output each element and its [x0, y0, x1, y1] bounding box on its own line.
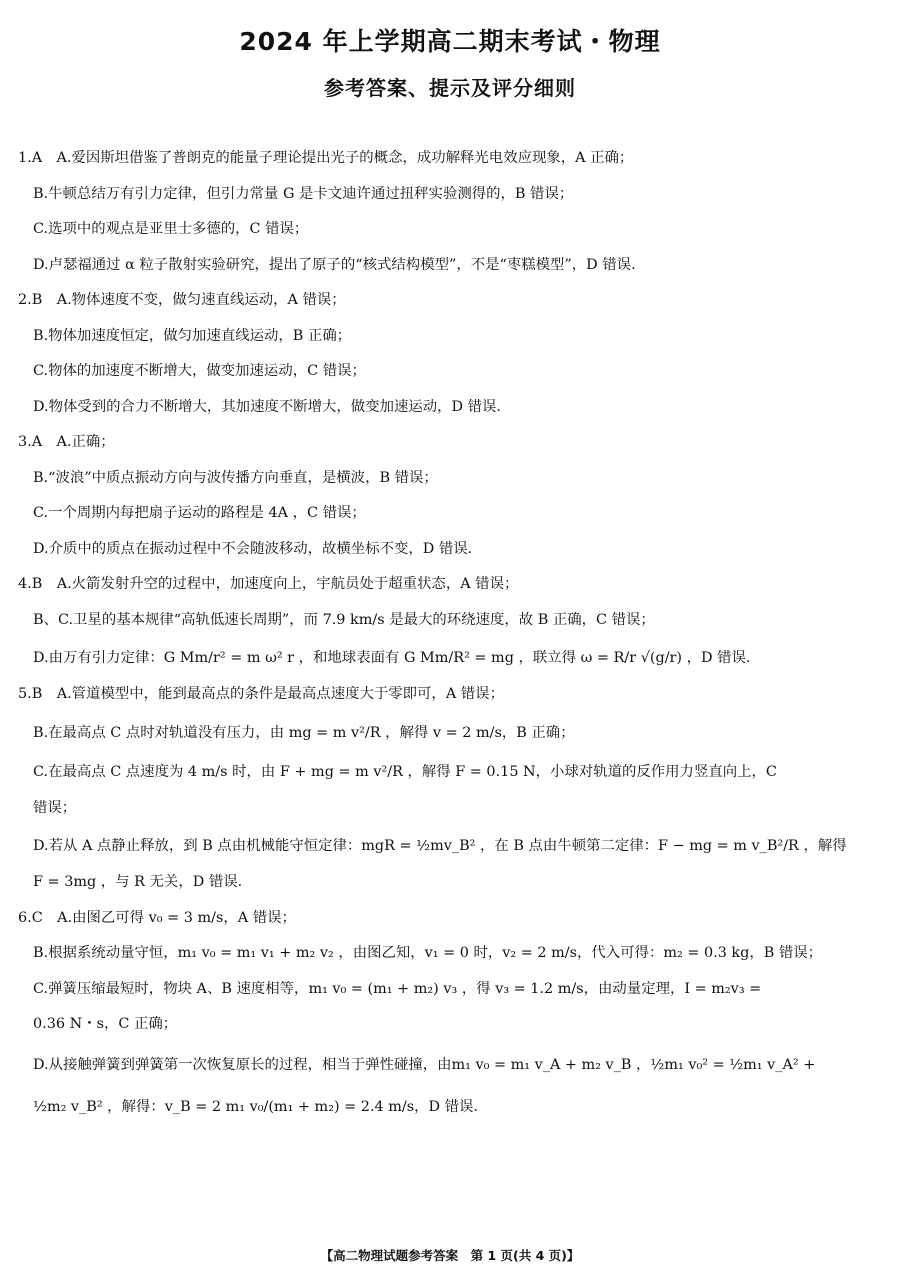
answer-6-d-cont: ½m₂ v_B² ，解得：v_B = 2 m₁ v₀/(m₁ + m₂) = 2.4 m/s，D 错误.: [33, 1098, 478, 1115]
answer-2-c: C.物体的加速度不断增大，做变加速运动，C 错误；: [33, 363, 366, 379]
answer-5-b: B.在最高点 C 点时对轨道没有压力，由 mg = m v²/R ，解得 v = 2 m/s，B 正确；: [33, 724, 575, 741]
answer-3-d: D.介质中的质点在振动过程中不会随波移动，故横坐标不变，D 错误.: [33, 540, 473, 557]
answer-3-c: C.一个周期内每把扇子运动的路程是 4A ，C 错误；: [33, 505, 366, 521]
answer-6-b: B.根据系统动量守恒，m₁ v₀ = m₁ v₁ + m₂ v₂ ，由图乙知，v₁ = 0 时，v₂ = 2 m/s，代入可得：m₂ = 0.3 kg，B 错误；: [33, 945, 823, 961]
answer-6-c: C.弹簧压缩最短时，物块 A、B 速度相等，m₁ v₀ = (m₁ + m₂) v₃ ，得 v₃ = 1.2 m/s，由动量定理，I = m₂v₃ =: [33, 980, 762, 997]
answer-content: [18, 148, 888, 1134]
answer-4-line: 4.B A.火箭发射升空的过程中，加速度向上，宇航员处于超重状态，A 错误；: [18, 576, 519, 592]
answer-6-line: 6.C A.由图乙可得 v₀ = 3 m/s，A 错误；: [18, 909, 296, 926]
answer-5-c-cont: 错误；: [33, 799, 77, 816]
answer-5-c: C.在最高点 C 点速度为 4 m/s 时，由 F + mg = m v²/R ，解得 F = 0.15 N，小球对轨道的反作用力竖直向上，C: [33, 763, 777, 780]
answer-1-c: C.选项中的观点是亚里士多德的，C 错误；: [33, 221, 309, 237]
answer-1-line: 1.A A.爱因斯坦借鉴了普朗克的能量子理论提出光子的概念，成功解释光电效应现象，A 正确；: [18, 150, 634, 166]
answer-6-c-cont: 0.36 N・s，C 正确；: [33, 1016, 178, 1032]
answer-3-line: 3.A A.正确；: [18, 434, 115, 450]
answer-5-d-cont: F = 3mg ，与 R 无关，D 错误.: [33, 874, 243, 890]
answer-2-d: D.物体受到的合力不断增大，其加速度不断增大，做变加速运动，D 错误.: [33, 398, 502, 415]
answer-2-b: B.物体加速度恒定，做匀加速直线运动，B 正确；: [33, 327, 352, 344]
answer-1-b: B.牛顿总结万有引力定律，但引力常量 G 是卡文迪许通过扭秤实验测得的，B 错误；: [33, 185, 574, 202]
answer-5-line: 5.B A.管道模型中，能到最高点的条件是最高点速度大于零即可，A 错误；: [18, 686, 504, 702]
answer-5-d: D.若从 A 点静止释放，到 B 点由机械能守恒定律：mgR = ½mv_B² ，在 B 点由牛顿第二定律：F − mg = m v_B²/R ，解得: [33, 838, 847, 854]
answer-2-line: 2.B A.物体速度不变，做匀速直线运动，A 错误；: [18, 292, 346, 308]
answer-1-d: D.卢瑟福通过 α 粒子散射实验研究，提出了原子的“核式结构模型”，不是“枣糕模型”，D 错误.: [33, 256, 636, 273]
answer-3-b: B.“波浪”中质点振动方向与波传播方向垂直，是横波，B 错误；: [33, 469, 438, 486]
answer-4-bc: B、C.卫星的基本规律“高轨低速长周期”，而 7.9 km/s 是最大的环绕速度，故 B 正确，C 错误；: [33, 611, 655, 628]
answer-4-d: D.由万有引力定律：G Mm/r² = m ω² r ，和地球表面有 G Mm/R² = mg ，联立得 ω = R/r √(g/r) ，D 错误.: [33, 650, 751, 666]
page-footer: 【高二物理试题参考答案 第 1 页(共 4 页)】: [320, 1248, 580, 1263]
page-subtitle: 参考答案、提示及评分细则: [324, 76, 576, 100]
answer-6-d: D.从接触弹簧到弹簧第一次恢复原长的过程，相当于弹性碰撞，由m₁ v₀ = m₁ v_A + m₂ v_B ，½m₁ v₀² = ½m₁ v_A² +: [33, 1056, 816, 1073]
page-title: 2024 年上学期高二期末考试・物理: [239, 27, 661, 56]
